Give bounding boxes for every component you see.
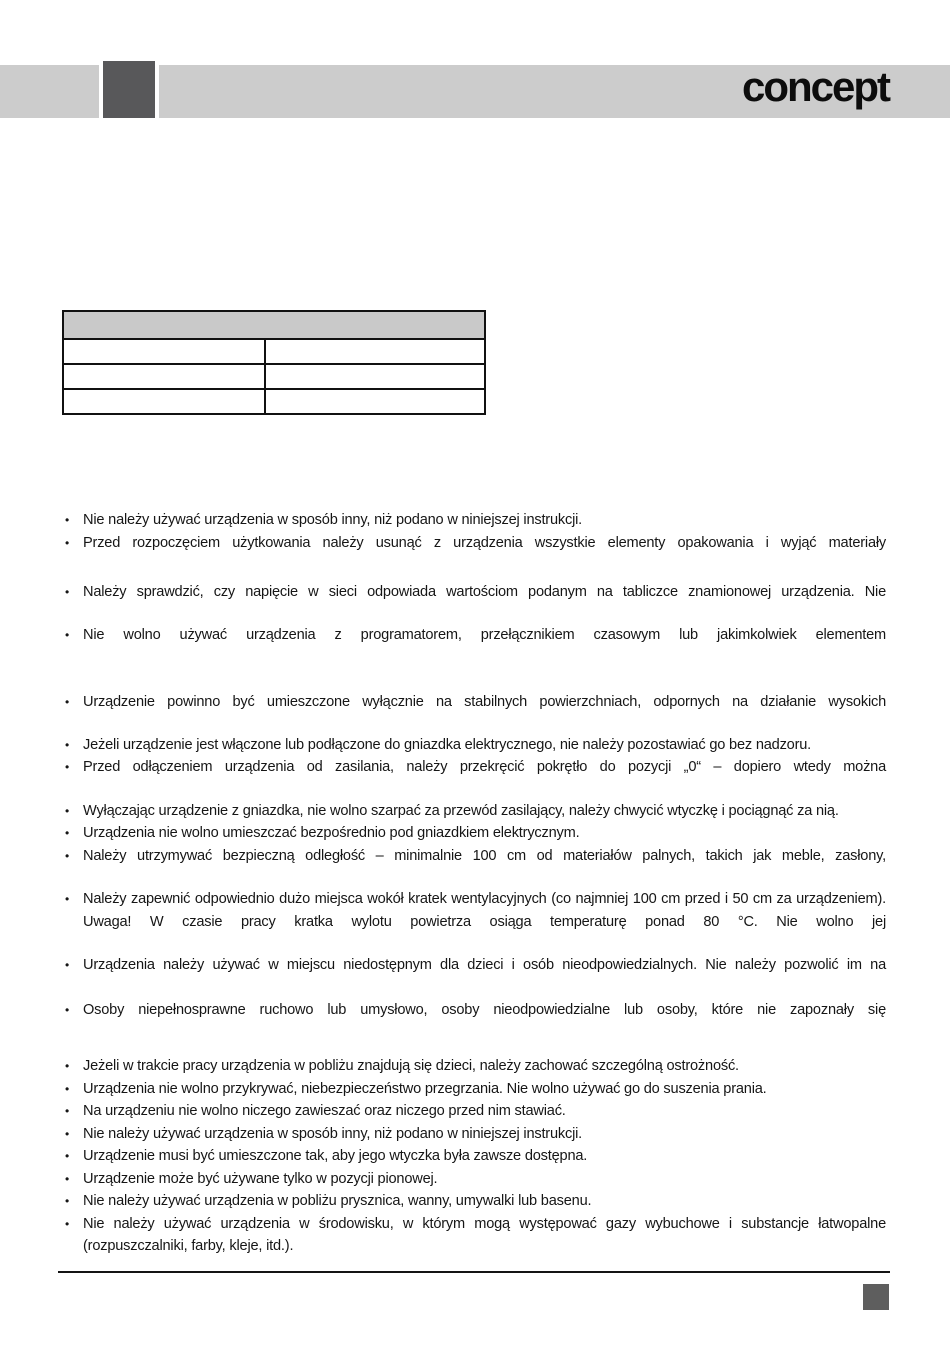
table-header-row — [63, 311, 485, 339]
bullet-text: Urządzenia nie wolno umieszczać bezpośrednio pod gniazdkiem elektrycznym. — [83, 825, 580, 841]
bullet-text: Na urządzeniu nie wolno niczego zawieszać oraz niczego przed nim stawiać. — [83, 1103, 566, 1119]
list-item — [62, 1100, 886, 1123]
table-cell — [265, 339, 485, 364]
bullet-icon: • — [65, 892, 70, 906]
list-item — [62, 581, 886, 604]
bullet-icon: • — [65, 1126, 70, 1141]
table-row — [63, 339, 485, 364]
bullet-text: Urządzenie musi być umieszczone tak, aby jego wtyczka była zawsze dostępna. — [83, 1148, 588, 1164]
bullet-text: Urządzenia należy używać w miejscu niedostępnym dla dzieci i osób nieodpowiedzialnych. Nie należy pozwolić im na — [83, 957, 886, 973]
bullet-icon: • — [65, 803, 70, 818]
bullet-icon: • — [65, 1081, 70, 1096]
list-item — [62, 999, 886, 1022]
bullet-text: Należy utrzymywać bezpieczną odległość – minimalnie 100 cm od materiałów palnych, takich jak meble, zasłony, — [83, 847, 886, 864]
list-item — [62, 1213, 886, 1258]
list-item — [62, 1190, 886, 1213]
list-item — [62, 756, 886, 779]
bullet-text: Przed odłączeniem urządzenia od zasilania, należy przekręcić pokrętło do pozycji „0“ – dopiero wtedy można — [83, 759, 886, 775]
brand-logo: concept — [741, 63, 889, 110]
bullet-text: Nie należy używać urządzenia w sposób inny, niż podano w niniejszej instrukcji. — [83, 512, 583, 528]
bullet-text: Urządzenie może być używane tylko w pozycji pionowej. — [83, 1170, 438, 1187]
section-number-box — [99, 61, 159, 118]
table-cell — [265, 364, 485, 389]
list-item — [62, 888, 886, 933]
list-item — [62, 1123, 886, 1146]
bullet-text: Osoby niepełnosprawne ruchowo lub umysłowo, osoby nieodpowiedzialne lub osoby, które nie zapoznały się — [83, 1001, 886, 1018]
bullet-icon: • — [65, 1002, 70, 1017]
list-item — [62, 1055, 886, 1078]
bullet-text: Nie należy używać urządzenia w sposób inny, niż podano w niniejszej instrukcji. — [83, 1125, 583, 1142]
table-cell — [63, 389, 265, 414]
bullet-icon: • — [65, 627, 70, 642]
list-item — [62, 532, 886, 555]
bullet-icon: • — [65, 535, 70, 550]
safety-bullet-list — [62, 509, 886, 1258]
bullet-text: Należy sprawdzić, czy napięcie w sieci odpowiada wartościom podanym na tabliczce znamionowej urządzenia. Nie — [83, 584, 886, 600]
bullet-icon: • — [65, 695, 70, 709]
table-header-cell — [63, 311, 485, 339]
list-item — [62, 1168, 886, 1191]
list-item — [62, 509, 886, 532]
list-item — [62, 800, 886, 823]
bullet-icon: • — [65, 585, 70, 599]
table-cell — [265, 389, 485, 414]
bullet-icon: • — [65, 958, 70, 972]
table-row — [63, 364, 485, 389]
footer-rule — [58, 1271, 890, 1273]
spec-table — [62, 310, 486, 415]
bullet-icon: • — [65, 1216, 70, 1231]
bullet-icon: • — [65, 826, 70, 840]
list-item — [62, 845, 886, 868]
bullet-icon: • — [65, 1171, 70, 1186]
list-item — [62, 734, 886, 757]
list-item — [62, 954, 886, 977]
bullet-icon: • — [65, 1149, 70, 1163]
table-cell — [63, 364, 265, 389]
bullet-text: Nie wolno używać urządzenia z programatorem, przełącznikiem czasowym lub jakimkolwiek elementem — [83, 626, 886, 643]
bullet-text: Urządzenie powinno być umieszczone wyłącznie na stabilnych powierzchniach, odpornych na działanie wysokich — [83, 694, 886, 710]
bullet-icon: • — [65, 737, 70, 752]
bullet-text: Nie należy używać urządzenia w środowisku, w którym mogą występować gazy wybuchowe i substancje łatwopalne (rozpuszczalniki, farby, kleje, itd.). — [83, 1215, 886, 1254]
bullet-text: Wyłączając urządzenie z gniazdka, nie wolno szarpać za przewód zasilający, należy chwycić wtyczkę i pociągnąć za nią. — [83, 802, 839, 819]
list-item — [62, 1078, 886, 1101]
bullet-text: Nie należy używać urządzenia w pobliżu prysznica, wanny, umywalki lub basenu. — [83, 1193, 592, 1209]
bullet-icon: • — [65, 760, 70, 774]
list-item — [62, 822, 886, 845]
bullet-text: Jeżeli urządzenie jest włączone lub podłączone do gniazdka elektrycznego, nie należy pozostawiać go bez nadzoru. — [83, 736, 812, 753]
bullet-text: Należy zapewnić odpowiednio dużo miejsca wokół kratek wentylacyjnych (co najmniej 100 cm przed i 50 cm za urządzeniem). Uwaga! W czasie pracy kratka wylotu powietrza osiąga temperaturę ponad 80 °C. Nie wolno jej — [83, 891, 886, 930]
bullet-icon: • — [65, 1104, 70, 1118]
table-row — [63, 389, 485, 414]
list-item — [62, 1145, 886, 1168]
bullet-icon: • — [65, 513, 70, 527]
bullet-text: Urządzenia nie wolno przykrywać, niebezpieczeństwo przegrzania. Nie wolno używać go do suszenia prania. — [83, 1080, 767, 1097]
list-item — [62, 624, 886, 647]
bullet-text: Przed rozpoczęciem użytkowania należy usunąć z urządzenia wszystkie elementy opakowania i wyjąć materiały — [83, 534, 886, 551]
bullet-icon: • — [65, 1059, 70, 1073]
bullet-text: Jeżeli w trakcie pracy urządzenia w pobliżu znajdują się dzieci, należy zachować szczególną ostrożność. — [83, 1058, 739, 1074]
page-number-box — [863, 1284, 889, 1310]
bullet-icon: • — [65, 848, 70, 863]
table-cell — [63, 339, 265, 364]
list-item — [62, 691, 886, 714]
bullet-icon: • — [65, 1194, 70, 1208]
